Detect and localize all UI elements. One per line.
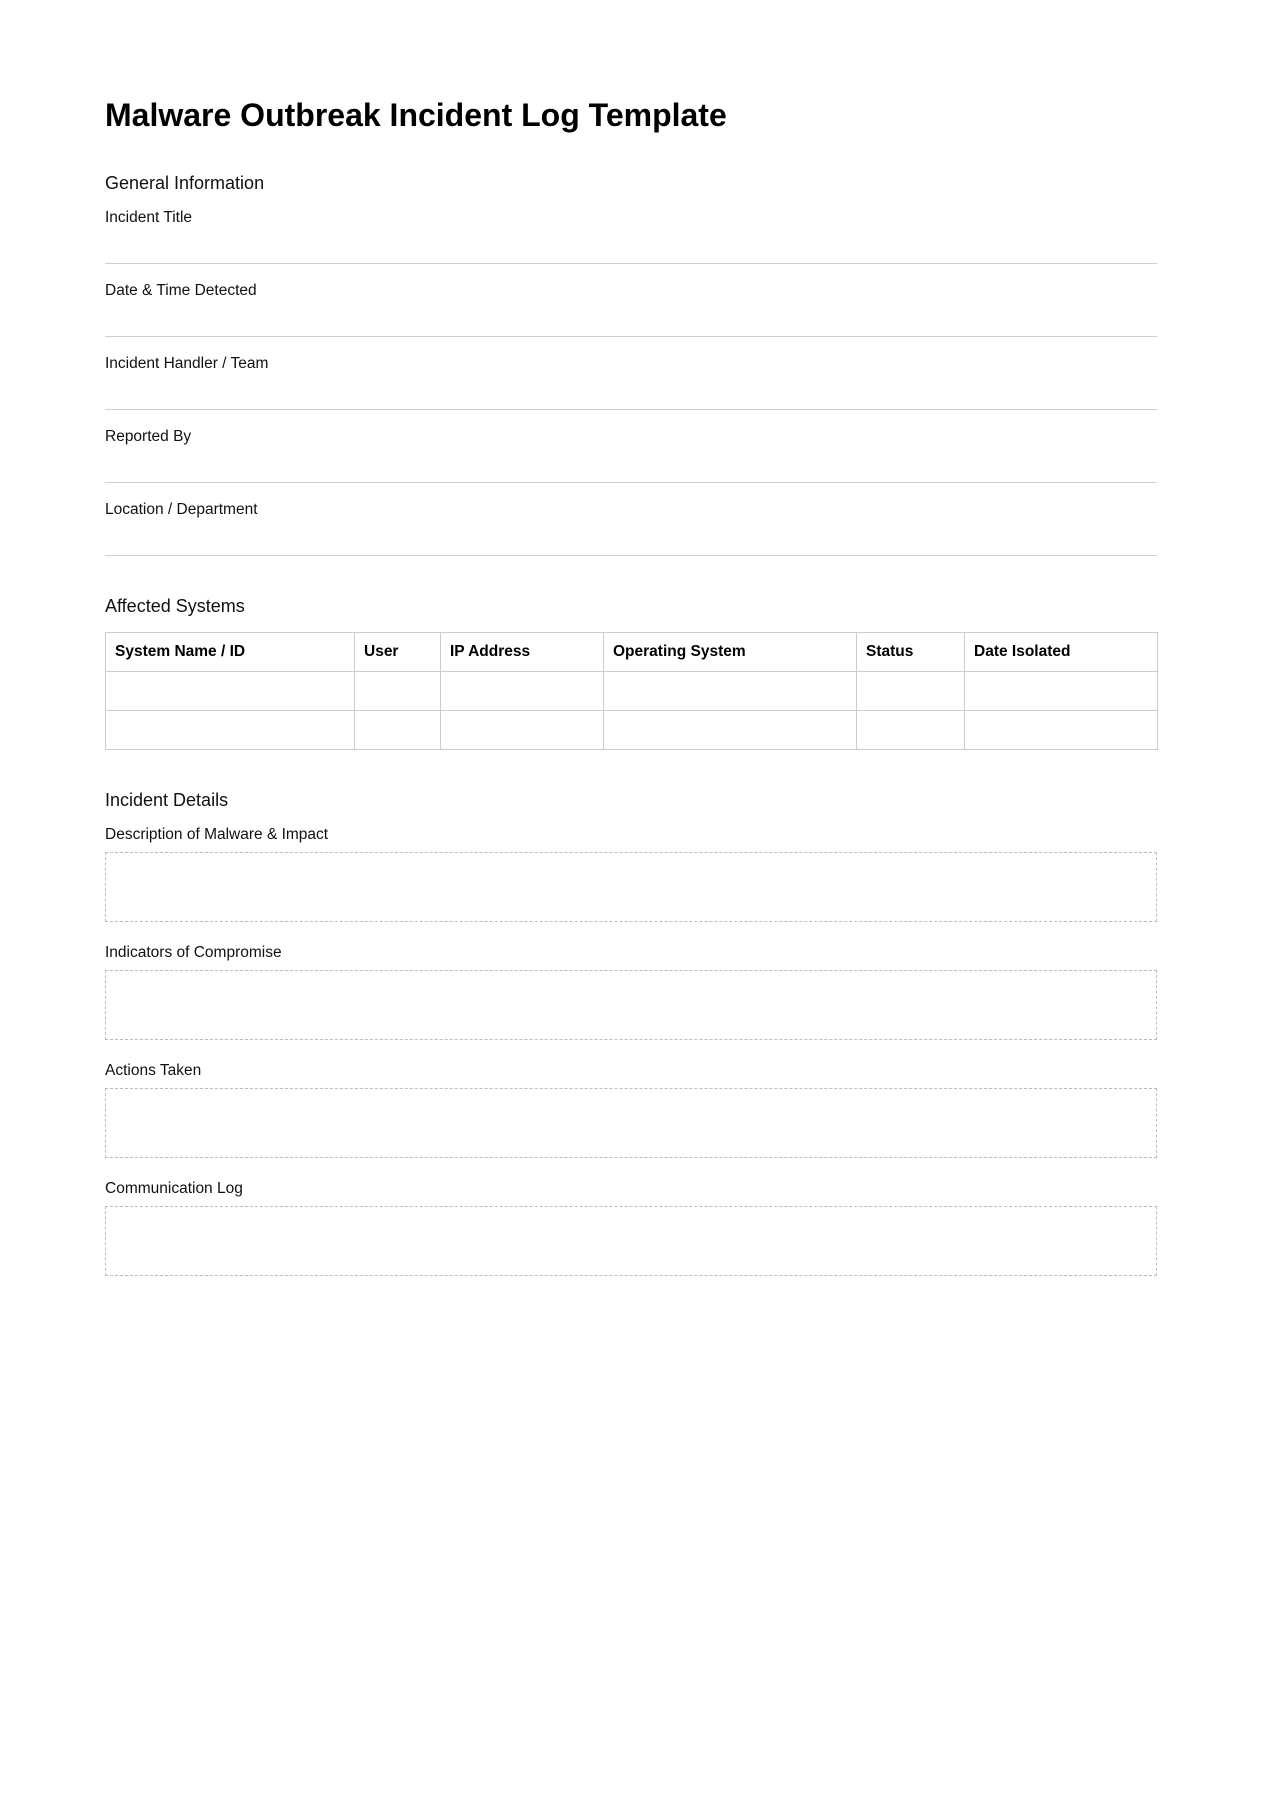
table-cell[interactable] bbox=[106, 711, 355, 750]
field-label: Incident Title bbox=[105, 209, 193, 226]
table-cell[interactable] bbox=[857, 672, 965, 711]
column-header-user: User bbox=[355, 633, 441, 672]
column-header-system-name: System Name / ID bbox=[106, 633, 355, 672]
field-label: Reported By bbox=[105, 428, 192, 445]
box-label-indicators: Indicators of Compromise bbox=[105, 944, 282, 961]
page-title: Malware Outbreak Incident Log Template bbox=[105, 97, 727, 133]
table-cell[interactable] bbox=[857, 711, 965, 750]
description-of-malware-impact-box[interactable] bbox=[105, 852, 1157, 922]
table-cell[interactable] bbox=[965, 711, 1158, 750]
table-cell[interactable] bbox=[355, 672, 441, 711]
field-location-department[interactable] bbox=[105, 482, 1157, 556]
affected-systems-table bbox=[105, 632, 1158, 750]
indicators-of-compromise-box[interactable] bbox=[105, 970, 1157, 1040]
column-header-ip-address: IP Address bbox=[441, 633, 604, 672]
section-heading-incident-details: Incident Details bbox=[105, 790, 229, 810]
field-label: Location / Department bbox=[105, 501, 258, 518]
section-heading-affected-systems: Affected Systems bbox=[105, 596, 245, 616]
communication-log-box[interactable] bbox=[105, 1206, 1157, 1276]
table-cell[interactable] bbox=[604, 711, 857, 750]
field-label: Incident Handler / Team bbox=[105, 355, 269, 372]
table-cell[interactable] bbox=[965, 672, 1158, 711]
table-cell[interactable] bbox=[355, 711, 441, 750]
section-heading-general-information: General Information bbox=[105, 173, 265, 193]
box-label-communication-log: Communication Log bbox=[105, 1180, 243, 1197]
table-cell[interactable] bbox=[604, 672, 857, 711]
table-row bbox=[106, 672, 1158, 711]
table-cell[interactable] bbox=[106, 672, 355, 711]
field-label: Date & Time Detected bbox=[105, 282, 257, 299]
field-incident-handler-team[interactable] bbox=[105, 336, 1157, 410]
box-label-actions: Actions Taken bbox=[105, 1062, 202, 1079]
column-header-status: Status bbox=[857, 633, 965, 672]
table-cell[interactable] bbox=[441, 711, 604, 750]
field-reported-by[interactable] bbox=[105, 409, 1157, 483]
column-header-date-isolated: Date Isolated bbox=[965, 633, 1158, 672]
field-date-time-detected[interactable] bbox=[105, 263, 1157, 337]
field-incident-title[interactable] bbox=[105, 190, 1157, 264]
table-header-row bbox=[106, 633, 1158, 672]
box-label-description: Description of Malware & Impact bbox=[105, 826, 329, 843]
table-cell[interactable] bbox=[441, 672, 604, 711]
column-header-operating-system: Operating System bbox=[604, 633, 857, 672]
table-row bbox=[106, 711, 1158, 750]
actions-taken-box[interactable] bbox=[105, 1088, 1157, 1158]
